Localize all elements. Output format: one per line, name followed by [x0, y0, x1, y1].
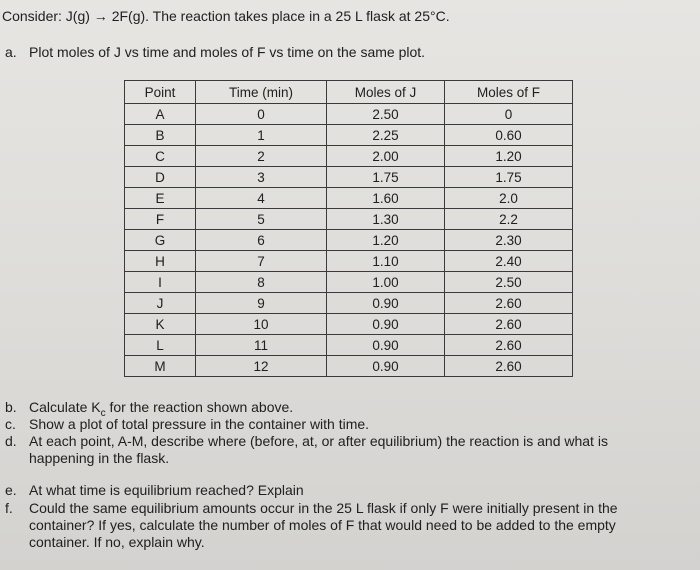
cell-moles-f: 2.60 [445, 314, 573, 335]
table-row [125, 251, 573, 272]
cell-time: 8 [196, 272, 327, 293]
cell-time: 12 [196, 356, 327, 377]
cell-point: A [125, 104, 196, 125]
cell-point: H [125, 251, 196, 272]
cell-point: K [125, 314, 196, 335]
table-row [125, 188, 573, 209]
table-row [125, 272, 573, 293]
question-e [5, 482, 669, 499]
cell-moles-j: 1.75 [327, 167, 445, 188]
question-label: a. [5, 44, 17, 60]
kc-subscript: c [100, 407, 106, 419]
question-label: b. [5, 399, 17, 415]
cell-moles-f: 1.75 [445, 167, 573, 188]
cell-moles-f: 2.60 [445, 293, 573, 314]
cell-moles-j: 0.90 [327, 335, 445, 356]
table-header-row [125, 81, 573, 104]
question-label: c. [5, 416, 16, 432]
cell-point: E [125, 188, 196, 209]
question-label: e. [5, 482, 17, 498]
problem-statement: Consider: J(g) → 2F(g). The reaction takes place in a 25 L flask at 25°C. [2, 8, 450, 24]
cell-moles-j: 1.00 [327, 272, 445, 293]
cell-moles-f: 0 [445, 104, 573, 125]
cell-point: J [125, 293, 196, 314]
table-row [125, 209, 573, 230]
table-row [125, 356, 573, 377]
question-text: Show a plot of total pressure in the container with time. [29, 416, 370, 432]
cell-point: G [125, 230, 196, 251]
cell-time: 11 [196, 335, 327, 356]
question-text: for the reaction shown above. [105, 399, 294, 415]
question-label: f. [5, 500, 13, 516]
column-header-time: Time (min) [196, 81, 327, 104]
table-row [125, 146, 573, 167]
cell-time: 3 [196, 167, 327, 188]
question-text: Could the same equilibrium amounts occur in the 25 L flask if only F were initially present in the container? If yes, calculate the number of moles of F that would need to be added to the empty container. If no, explain why. [29, 500, 618, 550]
cell-moles-j: 2.25 [327, 125, 445, 146]
cell-time: 1 [196, 125, 327, 146]
cell-moles-j: 0.90 [327, 356, 445, 377]
cell-point: M [125, 356, 196, 377]
cell-moles-f: 2.0 [445, 188, 573, 209]
cell-point: F [125, 209, 196, 230]
cell-time: 7 [196, 251, 327, 272]
cell-moles-j: 2.00 [327, 146, 445, 167]
cell-moles-j: 1.20 [327, 230, 445, 251]
cell-time: 0 [196, 104, 327, 125]
cell-moles-f: 2.2 [445, 209, 573, 230]
cell-moles-f: 2.40 [445, 251, 573, 272]
question-text: Calculate K [29, 399, 101, 415]
cell-moles-j: 1.60 [327, 188, 445, 209]
column-header-moles-j: Moles of J [327, 81, 445, 104]
cell-time: 10 [196, 314, 327, 335]
cell-moles-j: 0.90 [327, 293, 445, 314]
question-text: At what time is equilibrium reached? Explain [29, 482, 304, 498]
table-row [125, 335, 573, 356]
table-body [125, 104, 573, 377]
cell-time: 6 [196, 230, 327, 251]
table-row [125, 167, 573, 188]
cell-moles-j: 0.90 [327, 314, 445, 335]
cell-moles-j: 2.50 [327, 104, 445, 125]
table-row [125, 293, 573, 314]
cell-moles-f: 2.50 [445, 272, 573, 293]
question-text: Plot moles of J vs time and moles of F vs time on the same plot. [29, 44, 426, 60]
cell-moles-j: 1.30 [327, 209, 445, 230]
cell-point: I [125, 272, 196, 293]
table-row [125, 125, 573, 146]
cell-time: 2 [196, 146, 327, 167]
cell-moles-j: 1.10 [327, 251, 445, 272]
cell-point: B [125, 125, 196, 146]
cell-time: 4 [196, 188, 327, 209]
cell-moles-f: 2.60 [445, 335, 573, 356]
cell-point: L [125, 335, 196, 356]
cell-moles-f: 2.30 [445, 230, 573, 251]
cell-time: 9 [196, 293, 327, 314]
column-header-moles-f: Moles of F [445, 81, 573, 104]
question-d [5, 433, 669, 467]
cell-moles-f: 0.60 [445, 125, 573, 146]
question-label: d. [5, 433, 17, 449]
data-table [124, 80, 573, 377]
table-row [125, 314, 573, 335]
cell-point: D [125, 167, 196, 188]
table-row [125, 104, 573, 125]
cell-moles-f: 2.60 [445, 356, 573, 377]
cell-moles-f: 1.20 [445, 146, 573, 167]
table-row [125, 230, 573, 251]
question-a [5, 44, 425, 60]
question-c [5, 416, 669, 433]
column-header-point: Point [125, 81, 196, 104]
cell-point: C [125, 146, 196, 167]
cell-time: 5 [196, 209, 327, 230]
question-text: At each point, A-M, describe where (before, at, or after equilibrium) the reaction is and what is happening in the flask. [29, 433, 608, 466]
question-f [5, 500, 669, 551]
